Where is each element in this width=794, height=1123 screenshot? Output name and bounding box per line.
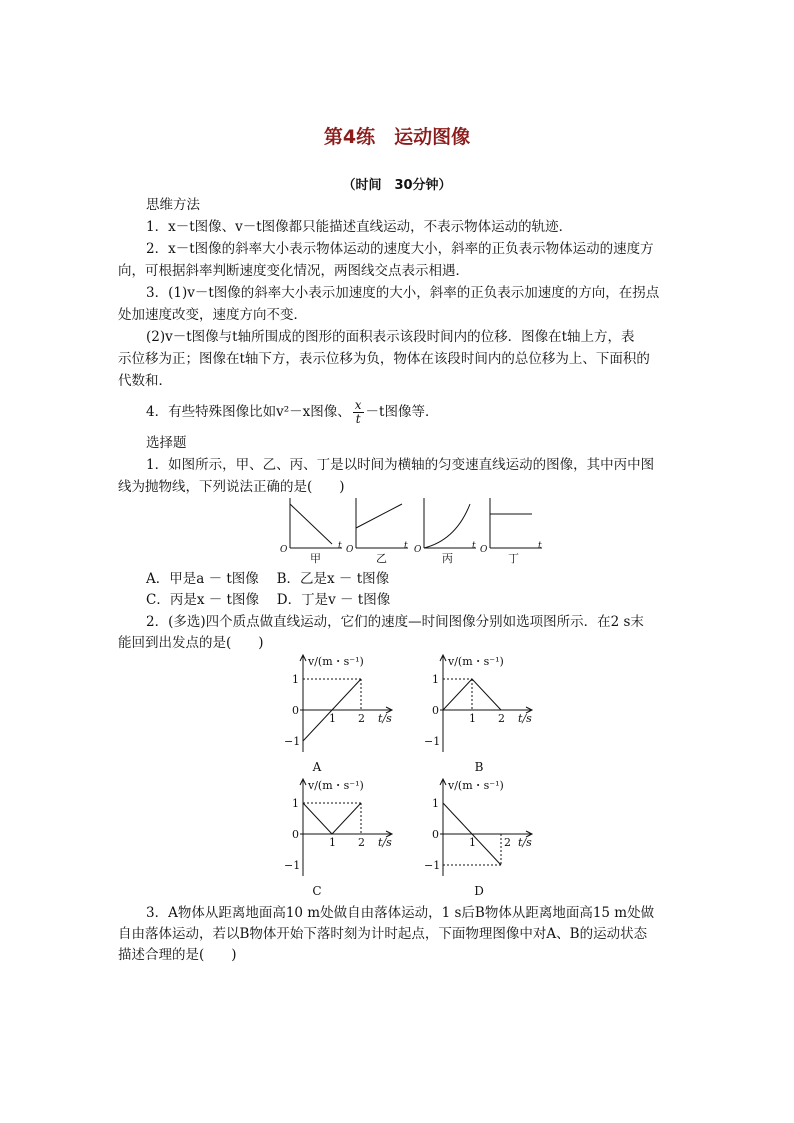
q1-jia-t-label: t (338, 541, 342, 551)
section-method-heading: 思维方法 (146, 197, 200, 213)
q2-graph-c (280, 776, 405, 884)
method-3b: 处加速度改变，速度方向不变． (118, 307, 307, 323)
q1-yi-line (356, 504, 402, 528)
question-2b: 能回到出发点的是( ) (118, 635, 264, 651)
method-1: 1．x－t图像、v－t图像都只能描述直线运动，不表示物体运动的轨迹． (146, 219, 573, 235)
q2c-xlabel: t/s (378, 836, 392, 849)
q2a-xtick-1: 1 (329, 712, 336, 725)
method-2a: 2．x－t图像的斜率大小表示物体运动的速度大小，斜率的正负表示物体运动的速度方 (146, 241, 654, 257)
q1-label-yi: 乙 (376, 552, 387, 565)
q2b-ylabel: v/(m・s⁻¹) (448, 655, 504, 668)
q2-label-b: B (474, 760, 484, 774)
method-3d: 示位移为正；图像在t轴下方，表示位移为负，物体在该段时间内的总位移为上、下面积的 (118, 351, 650, 367)
q1-bing-curve (424, 504, 470, 548)
q2a-xlabel: t/s (378, 712, 392, 725)
q2b-tick-0: 0 (432, 704, 439, 717)
q2a-xtick-2: 2 (358, 712, 365, 725)
question-3c: 描述合理的是( ) (118, 947, 237, 963)
q1-bing-origin: O (414, 545, 422, 555)
q2d-tick-0: 0 (432, 828, 439, 841)
method-4-pre: 4．有些特殊图像比如v²－x图像、 (146, 404, 351, 420)
q2b-tick-1: 1 (432, 673, 439, 686)
q1-yi-origin: O (346, 545, 354, 555)
q1-label-bing: 丙 (442, 552, 453, 565)
question-2a: 2．(多选)四个质点做直线运动，它们的速度—时间图像分别如选项图所示．在2 s末 (146, 614, 644, 630)
q2-label-a: A (312, 760, 322, 774)
method-4-post: －t图像等． (365, 404, 439, 420)
section-choice-heading: 选择题 (146, 435, 187, 451)
q2d-ylabel: v/(m・s⁻¹) (448, 779, 504, 792)
q2a-tick-1: 1 (292, 673, 299, 686)
q1-options-cd: C．丙是x － t图像 D．丁是v － t图像 (146, 592, 391, 608)
q1-jia-line (290, 504, 332, 544)
q1-ding-t-label: t (538, 541, 542, 551)
question-3b: 自由落体运动，若以B物体开始下落时刻为计时起点，下面物理图像中对A、B的运动状态 (118, 926, 648, 942)
q1-label-jia: 甲 (310, 552, 321, 565)
q2c-xtick-2: 2 (358, 836, 365, 849)
question-1a: 1．如图所示，甲、乙、丙、丁是以时间为横轴的匀变速直线运动的图像，其中丙中图 (146, 457, 655, 473)
method-3a: 3．(1)v－t图像的斜率大小表示加速度的大小，斜率的正负表示加速度的方向，在拐点 (146, 285, 660, 301)
q1-graphs (278, 492, 550, 566)
q1-jia-origin: O (280, 545, 288, 555)
q1-bing-t-label: t (472, 541, 476, 551)
q2-graph-b (420, 652, 545, 760)
q1-ding-origin: O (480, 545, 488, 555)
q2d-tick-neg1: −1 (424, 859, 441, 872)
method-2b: 向，可根据斜率判断速度变化情况，两图线交点表示相遇． (118, 263, 469, 279)
q2c-xtick-1: 1 (329, 836, 336, 849)
q2d-xtick-1: 1 (469, 836, 476, 849)
q2a-ylabel: v/(m・s⁻¹) (308, 655, 364, 668)
x-over-t-fraction: $\frac{x}{t}$ (354, 398, 362, 426)
time-limit: （时间 30分钟） (342, 178, 452, 193)
question-1b: 线为抛物线，下列说法正确的是( ) (118, 479, 345, 495)
q2a-tick-neg1: −1 (284, 735, 301, 748)
q2c-tick-1: 1 (292, 797, 299, 810)
page-title: 第4练 运动图像 (323, 126, 471, 148)
method-3c: (2)v－t图像与t轴所围成的图形的面积表示该段时间内的位移．图像在t轴上方，表 (146, 329, 635, 345)
q1-label-ding: 丁 (508, 552, 519, 565)
q2d-xtick-2: 2 (504, 836, 511, 849)
q2a-tick-0: 0 (292, 704, 299, 717)
q2-label-c: C (312, 884, 322, 898)
question-3a: 3．A物体从距离地面高10 m处做自由落体运动，1 s后B物体从距离地面高15 m处做 (146, 905, 655, 921)
q2c-tick-0: 0 (292, 828, 299, 841)
q2c-velocity-line (303, 803, 361, 834)
q2d-xlabel: t/s (518, 836, 532, 849)
q2b-tick-neg1: −1 (424, 735, 441, 748)
q2b-xtick-2: 2 (498, 712, 505, 725)
q1-options-ab: A．甲是a － t图像 B．乙是x － t图像 (146, 571, 390, 587)
q2b-xlabel: t/s (518, 712, 532, 725)
q2d-tick-1: 1 (432, 797, 439, 810)
q2-graph-d (420, 776, 545, 884)
q2-label-d: D (474, 884, 484, 898)
q1-yi-t-label: t (404, 541, 408, 551)
q2b-xtick-1: 1 (469, 712, 476, 725)
q2c-ylabel: v/(m・s⁻¹) (308, 779, 364, 792)
q2c-tick-neg1: −1 (284, 859, 301, 872)
method-3e: 代数和． (118, 373, 172, 389)
q2-graph-a (280, 652, 405, 760)
method-4 (146, 395, 438, 429)
